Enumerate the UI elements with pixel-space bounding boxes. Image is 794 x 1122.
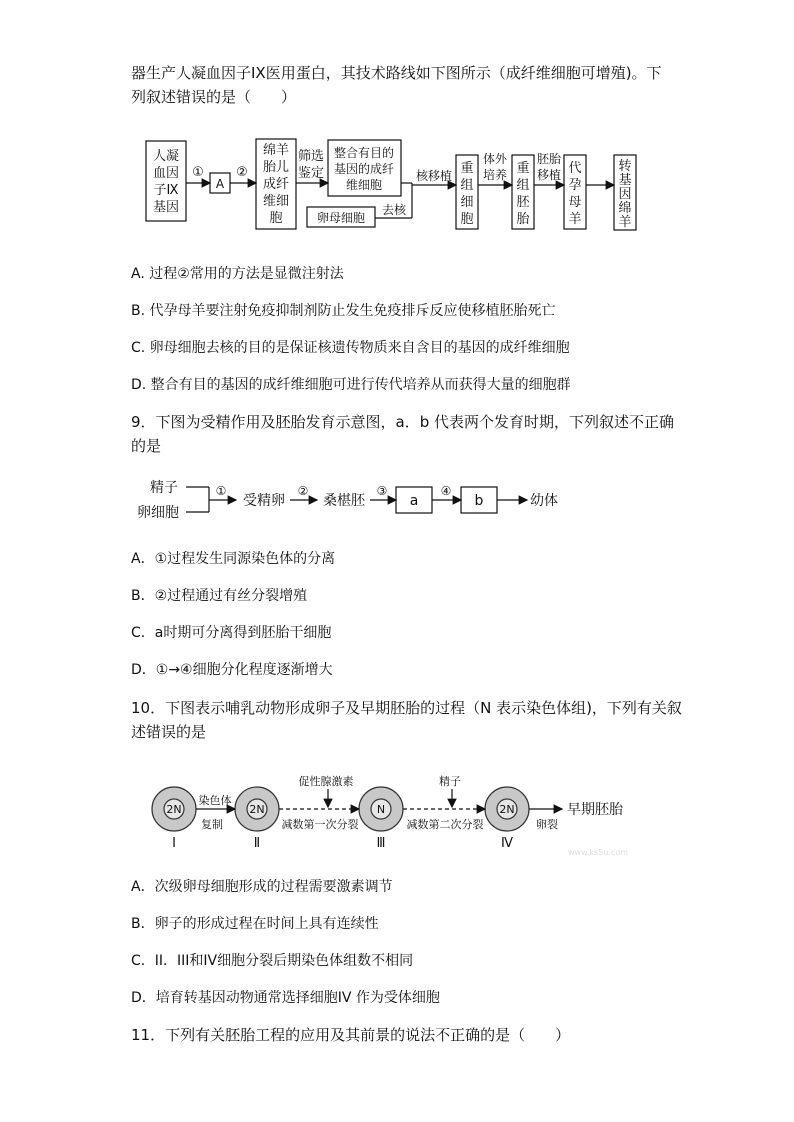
q10-option-d: D．培育转基因动物通常选择细胞IV 作为受体细胞	[131, 990, 440, 1006]
screen-label-1: 筛选	[297, 149, 325, 164]
cell-iii-ploidy: N	[376, 803, 386, 816]
stage-a-label: a	[409, 493, 419, 509]
fibroblast-line1: 绵羊	[262, 143, 290, 158]
q9-option-d: D．①→④细胞分化程度逐渐增大	[131, 662, 333, 678]
gene-box-line3: 子Ⅸ	[153, 183, 179, 198]
hormone-label: 促性腺激素	[298, 775, 354, 788]
recon-embryo-3: 胚	[516, 195, 530, 210]
recon-cell-1: 重	[460, 161, 474, 176]
recon-embryo-2: 组	[516, 178, 530, 193]
integrated-line2: 基因的成纤	[333, 162, 395, 176]
meiosis2-label: 减数第二次分裂	[406, 818, 484, 831]
q8-stem-line1: 器生产人凝血因子IX医用蛋白，其技术路线如下图所示（成纤维细胞可增殖)。下	[131, 64, 662, 82]
q10-diagram	[0, 765, 794, 860]
sperm-label: 精子	[150, 480, 178, 496]
embryo-transfer-2: 移植	[536, 168, 562, 182]
culture-label-1: 体外	[482, 152, 508, 166]
zygote-label: 受精卵	[243, 493, 285, 509]
morula-label: 桑椹胚	[323, 493, 365, 509]
fibroblast-line2: 胎儿	[262, 160, 290, 175]
q10-stem-line2: 述错误的是	[131, 723, 207, 741]
integrated-line1: 整合有目的	[333, 146, 395, 160]
fibroblast-line4: 维细	[262, 194, 290, 209]
q9-stem-line1: 9．下图为受精作用及胚胎发育示意图，a．b 代表两个发育时期，下列叙述不正确	[131, 413, 675, 431]
q8-option-c: C. 卵母细胞去核的目的是保证核遗传物质来自含目的基因的成纤维细胞	[131, 340, 570, 356]
early-embryo-label: 早期胚胎	[567, 802, 623, 818]
q8-option-a: A. 过程②常用的方法是显微注射法	[131, 266, 344, 282]
recon-cell-3: 细	[460, 195, 474, 210]
stage-b-label: b	[474, 493, 484, 509]
transgenic-1: 转	[618, 159, 632, 174]
recon-cell-2: 组	[460, 178, 474, 193]
larva-label: 幼体	[530, 493, 558, 509]
recon-embryo-4: 胎	[516, 212, 530, 227]
egg-cell-label: 卵母细胞	[316, 211, 366, 225]
step1-label: ①	[215, 484, 227, 498]
transgenic-2: 基	[618, 173, 632, 188]
q9-option-b: B．②过程通过有丝分裂增殖	[131, 588, 308, 604]
cell-i-numeral: Ⅰ	[172, 836, 176, 851]
cell-ii-numeral: Ⅱ	[253, 836, 261, 851]
fibroblast-line3: 成纤	[262, 177, 290, 192]
watermark: www.ks5u.com	[567, 848, 629, 857]
q9-stem-line2: 的是	[131, 437, 162, 455]
transgenic-5: 羊	[618, 215, 632, 230]
step2-label: ②	[236, 165, 248, 180]
recon-embryo-1: 重	[516, 161, 530, 176]
gene-box-line2: 血因	[152, 166, 180, 181]
surrogate-4: 羊	[568, 212, 582, 227]
gene-box-line1: 人凝	[152, 149, 180, 164]
cell-iii-numeral: Ⅲ	[376, 836, 386, 851]
meiosis1-label: 减数第一次分裂	[281, 818, 359, 831]
sperm-label: 精子	[439, 775, 461, 788]
integrated-line3: 维细胞	[345, 178, 383, 192]
q9-option-a: A．①过程发生同源染色体的分离	[131, 551, 336, 567]
nuclear-transfer-label: 核移植	[415, 169, 453, 183]
q8-flowchart	[0, 0, 794, 260]
replicate-bottom-label: 复制	[201, 818, 223, 831]
enucleate-label: 去核	[381, 203, 407, 217]
q8-stem-line2: 列叙述错误的是（ ）	[131, 88, 297, 106]
transgenic-4: 绵	[618, 201, 632, 216]
replicate-top-label: 染色体	[198, 794, 232, 807]
recon-cell-4: 胞	[460, 212, 474, 227]
cleavage-label: 卵裂	[536, 818, 558, 831]
box-a-label: A	[215, 177, 225, 191]
surrogate-1: 代	[568, 161, 582, 176]
transgenic-3: 因	[618, 187, 632, 202]
q11-stem: 11．下列有关胚胎工程的应用及其前景的说法不正确的是（ ）	[131, 1026, 571, 1044]
step4-label: ④	[440, 484, 452, 498]
surrogate-2: 孕	[568, 178, 582, 193]
q8-option-d: D. 整合有目的基因的成纤维细胞可进行传代培养从而获得大量的细胞群	[131, 377, 571, 393]
q10-option-c: C．II．III和IV细胞分裂后期染色体组数不相同	[131, 953, 414, 969]
cell-iv-numeral: Ⅳ	[501, 836, 513, 851]
q10-stem-line1: 10．下图表示哺乳动物形成卵子及早期胚胎的过程（N 表示染色体组)，下列有关叙	[131, 699, 682, 717]
surrogate-3: 母	[568, 195, 582, 210]
q10-option-a: A．次级卵母细胞形成的过程需要激素调节	[131, 879, 393, 895]
q9-flowchart	[0, 470, 794, 530]
egg-cell-label: 卵细胞	[137, 505, 179, 521]
fibroblast-line5: 胞	[269, 211, 283, 226]
step3-label: ③	[376, 484, 388, 498]
cell-i-ploidy: 2N	[166, 803, 182, 816]
gene-box-line4: 基因	[152, 200, 180, 215]
cell-iv-ploidy: 2N	[499, 803, 515, 816]
step2-label: ②	[297, 484, 309, 498]
step1-label: ①	[192, 165, 204, 180]
culture-label-2: 培养	[482, 168, 508, 182]
cell-ii-ploidy: 2N	[249, 803, 265, 816]
q10-option-b: B．卵子的形成过程在时间上具有连续性	[131, 916, 379, 932]
screen-label-2: 鉴定	[297, 166, 325, 181]
q9-option-c: C．a时期可分离得到胚胎干细胞	[131, 625, 332, 641]
q8-option-b: B. 代孕母羊要注射免疫抑制剂防止发生免疫排斥反应使移植胚胎死亡	[131, 303, 556, 319]
embryo-transfer-1: 胚胎	[536, 152, 562, 166]
